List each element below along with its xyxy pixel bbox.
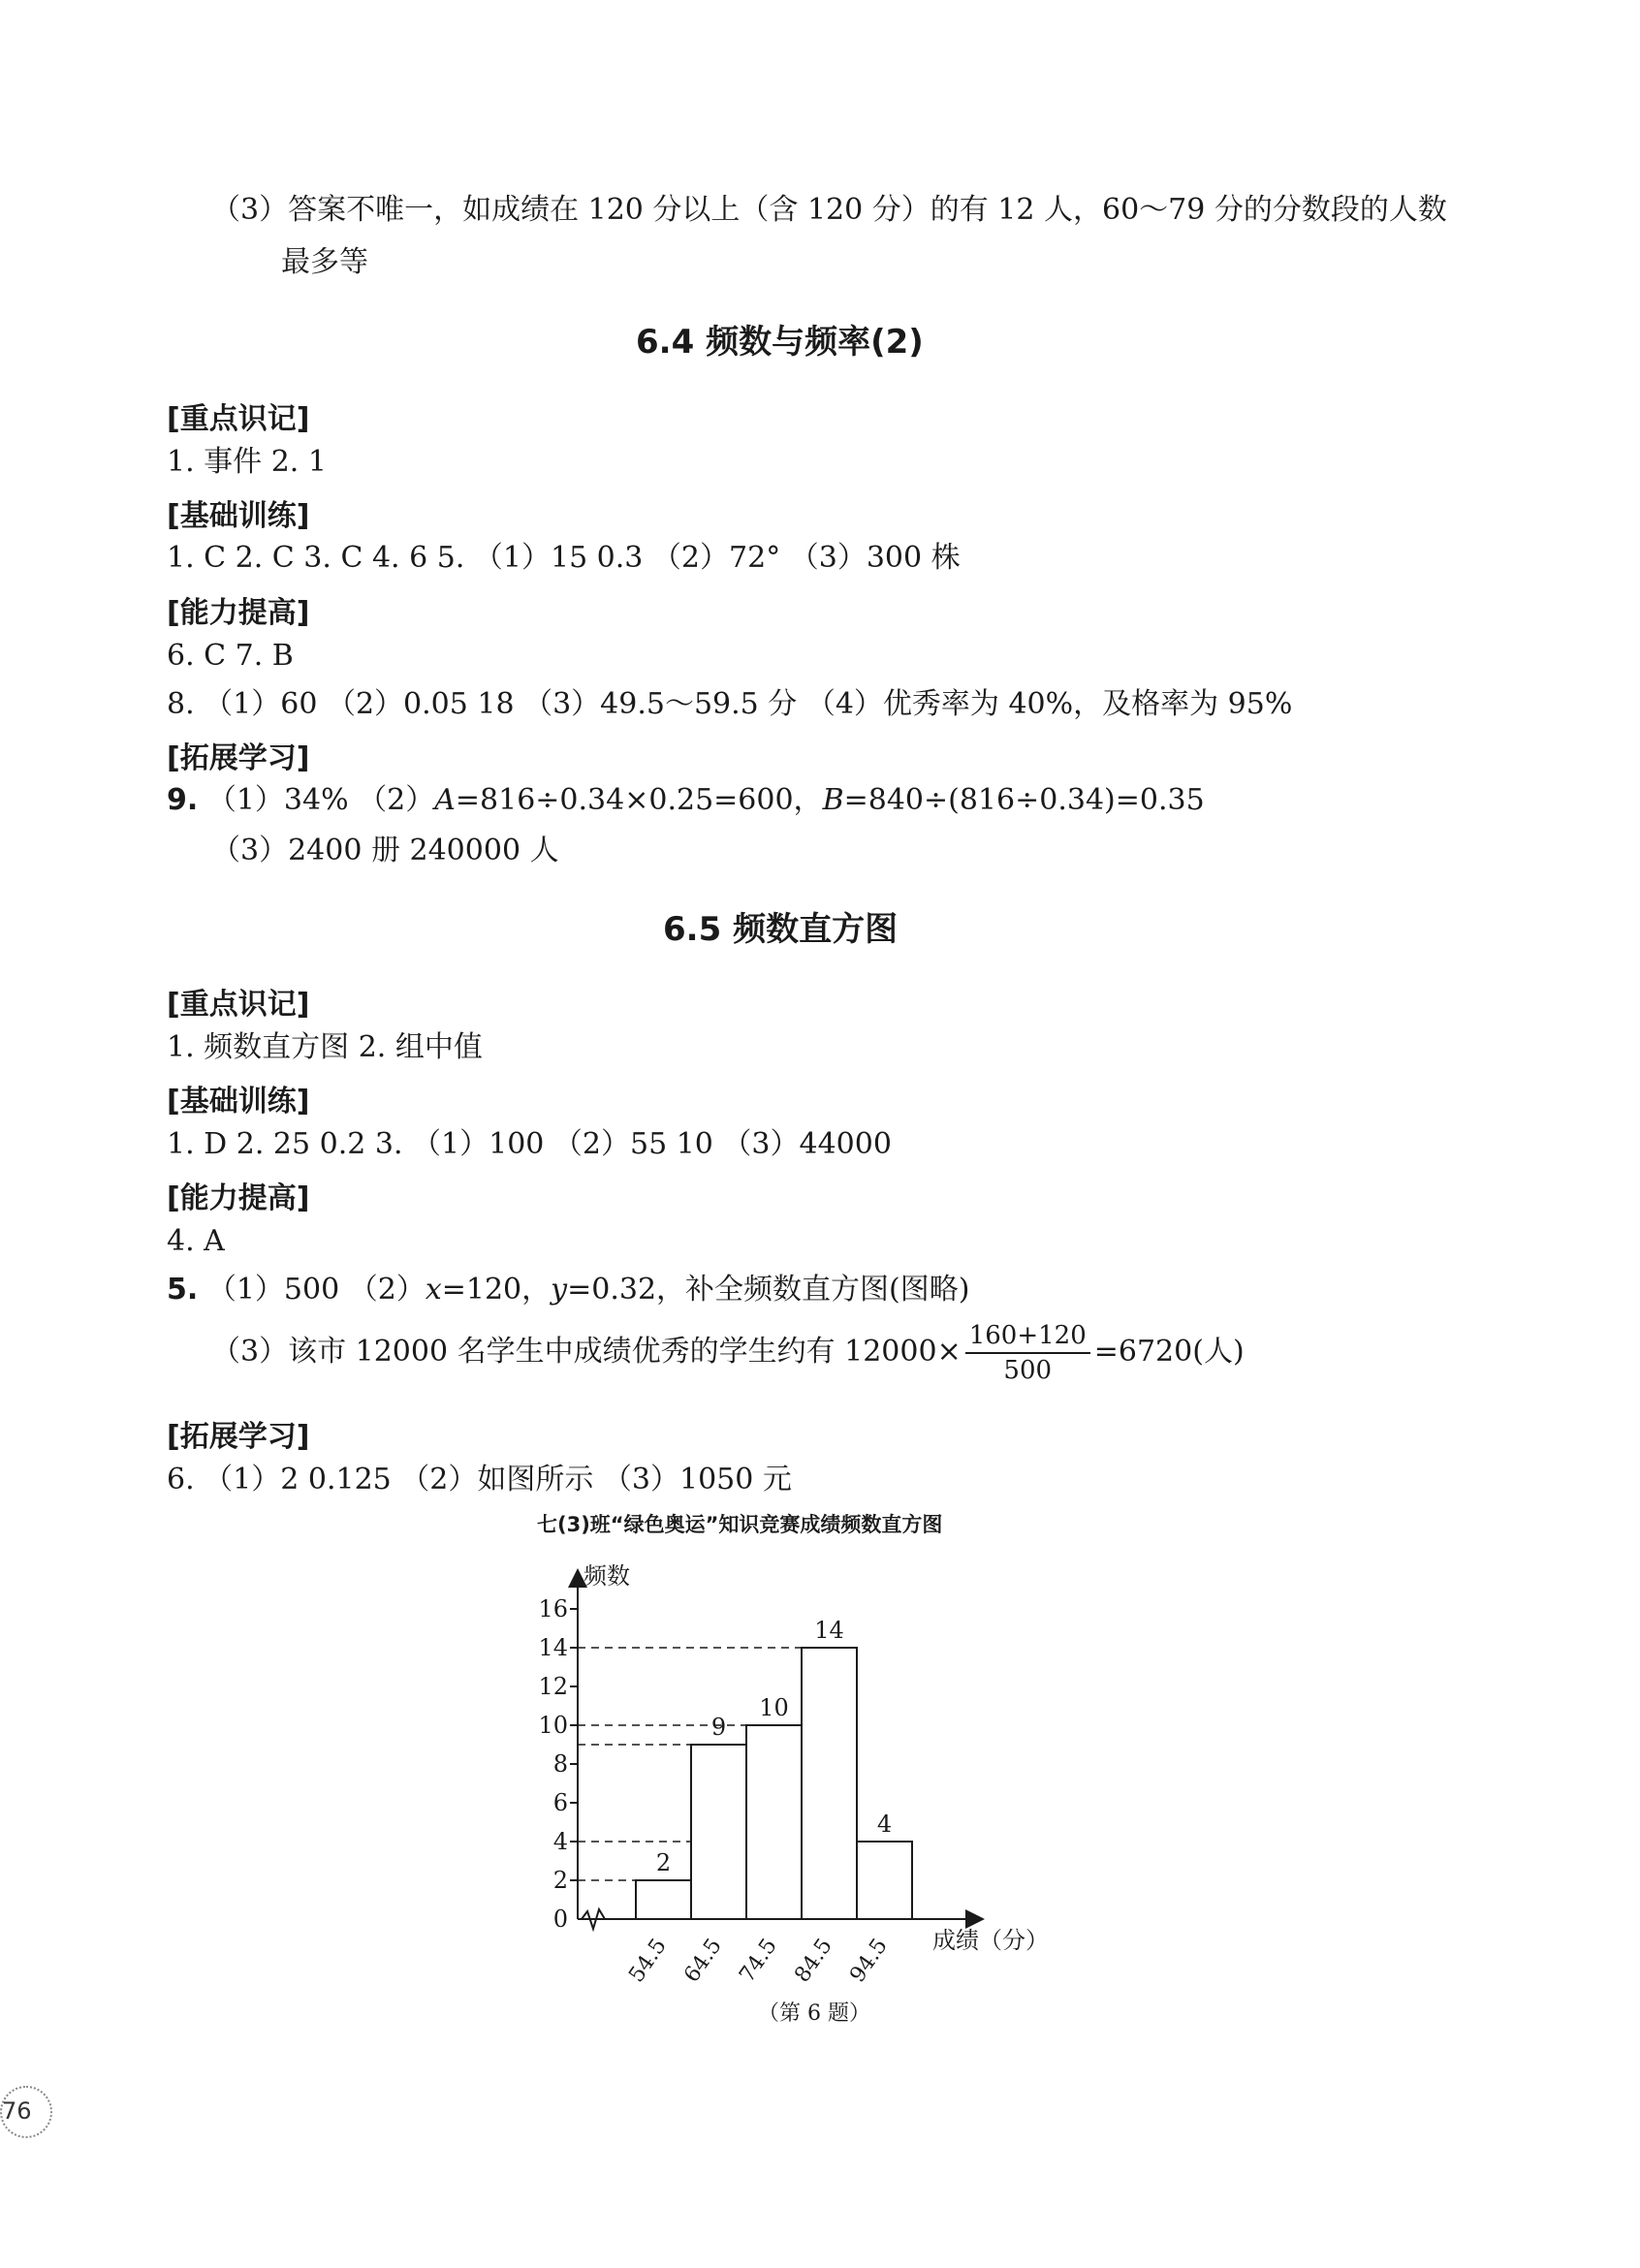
fraction xyxy=(965,1319,1090,1387)
question-number: 5. xyxy=(167,1273,199,1307)
bar-value-label: 2 xyxy=(655,1849,672,1876)
answer-line: 1. 频数直方图 2. 组中值 xyxy=(167,1030,483,1064)
answer-text: =6720(人) xyxy=(1093,1335,1245,1369)
answer-text: （1）500 （2） xyxy=(206,1273,426,1307)
answer-text: =840÷(816÷0.34)=0.35 xyxy=(843,783,1205,817)
answer-text: =816÷0.34×0.25=600， xyxy=(455,783,823,817)
answer-line: （3）2400 册 240000 人 xyxy=(211,834,559,867)
answer-line: 1. C 2. C 3. C 4. 6 5. （1）15 0.3 （2）72° （3）300 株 xyxy=(167,541,961,575)
histogram-bar xyxy=(746,1725,802,1919)
answer-text: =120， xyxy=(441,1273,552,1307)
answer-line: 4. A xyxy=(167,1224,225,1258)
histogram-bar xyxy=(802,1648,857,1919)
heading-extension: [拓展学习] xyxy=(167,1420,310,1454)
var-a: A xyxy=(434,783,456,817)
answer-line: 6. （1）2 0.125 （2）如图所示 （3）1050 元 xyxy=(167,1463,792,1496)
histogram-bar xyxy=(636,1880,691,1919)
answer-line xyxy=(167,781,1205,820)
var-y: y xyxy=(551,1273,568,1307)
bar-value-label: 10 xyxy=(759,1694,789,1721)
y-tick-label: 8 xyxy=(552,1750,568,1778)
y-tick-label: 4 xyxy=(552,1828,568,1855)
page-number-badge xyxy=(0,2086,52,2138)
x-tick-label: 74.5 xyxy=(735,1934,782,1988)
section-title-6-5: 6.5 频数直方图 xyxy=(663,910,899,949)
histogram-bar xyxy=(857,1842,912,1919)
y-tick-label: 14 xyxy=(538,1634,568,1661)
answer-line: 1. 事件 2. 1 xyxy=(167,445,327,479)
x-tick-label: 84.5 xyxy=(790,1934,837,1988)
y-tick-label: 6 xyxy=(552,1789,568,1816)
heading-basic-training: [基础训练] xyxy=(167,1085,310,1118)
y-tick-label: 12 xyxy=(538,1673,568,1700)
answer-line: 最多等 xyxy=(281,245,368,279)
answer-text: （1）34% （2） xyxy=(206,783,435,817)
answer-line: （3）答案不唯一，如成绩在 120 分以上（含 120 分）的有 12 人，60～79 分的分数段的人数 xyxy=(211,193,1447,227)
x-axis-label: 成绩（分） xyxy=(932,1927,1049,1954)
answer-line: 6. C 7. B xyxy=(167,639,294,673)
y-axis-label: 频数 xyxy=(583,1562,630,1590)
page-number: 76 xyxy=(2,2097,32,2125)
answer-line: 1. D 2. 25 0.2 3. （1）100 （2）55 10 （3）44000 xyxy=(167,1127,892,1161)
heading-ability: [能力提高] xyxy=(167,596,310,630)
question-number: 9. xyxy=(167,783,199,817)
y-tick-label: 0 xyxy=(552,1906,568,1933)
answer-text: =0.32，补全频数直方图(图略) xyxy=(567,1273,970,1307)
heading-basic-training: [基础训练] xyxy=(167,499,310,533)
y-tick-label: 10 xyxy=(538,1712,568,1739)
bar-value-label: 14 xyxy=(814,1617,844,1644)
chart-title: 七(3)班“绿色奥运”知识竞赛成绩频数直方图 xyxy=(537,1513,943,1536)
histogram-chart xyxy=(523,1551,1066,2006)
y-tick-label: 16 xyxy=(538,1595,568,1622)
fraction-denominator: 500 xyxy=(1003,1356,1053,1385)
answer-line: 8. （1）60 （2）0.05 18 （3）49.5～59.5 分 （4）优秀率为 40%，及格率为 95% xyxy=(167,687,1293,721)
y-tick-label: 2 xyxy=(552,1867,568,1894)
section-title-6-4: 6.4 频数与频率(2) xyxy=(636,323,924,362)
answer-line xyxy=(167,1271,969,1309)
answer-line xyxy=(211,1318,1245,1387)
var-b: B xyxy=(822,783,844,817)
bar-value-label: 4 xyxy=(876,1811,893,1838)
bar-value-label: 9 xyxy=(710,1714,727,1741)
histogram-bar xyxy=(691,1745,746,1919)
x-tick-label: 94.5 xyxy=(845,1934,893,1988)
figure-caption: （第 6 题） xyxy=(758,2001,870,2026)
var-x: x xyxy=(425,1273,442,1307)
x-tick-label: 54.5 xyxy=(624,1934,672,1988)
heading-extension: [拓展学习] xyxy=(167,741,310,775)
answer-text: （3）该市 12000 名学生中成绩优秀的学生约有 12000× xyxy=(211,1335,962,1369)
x-tick-label: 64.5 xyxy=(679,1934,727,1988)
heading-key-points: [重点识记] xyxy=(167,402,310,436)
heading-key-points: [重点识记] xyxy=(167,988,310,1022)
fraction-numerator: 160+120 xyxy=(965,1319,1090,1354)
heading-ability: [能力提高] xyxy=(167,1181,310,1215)
